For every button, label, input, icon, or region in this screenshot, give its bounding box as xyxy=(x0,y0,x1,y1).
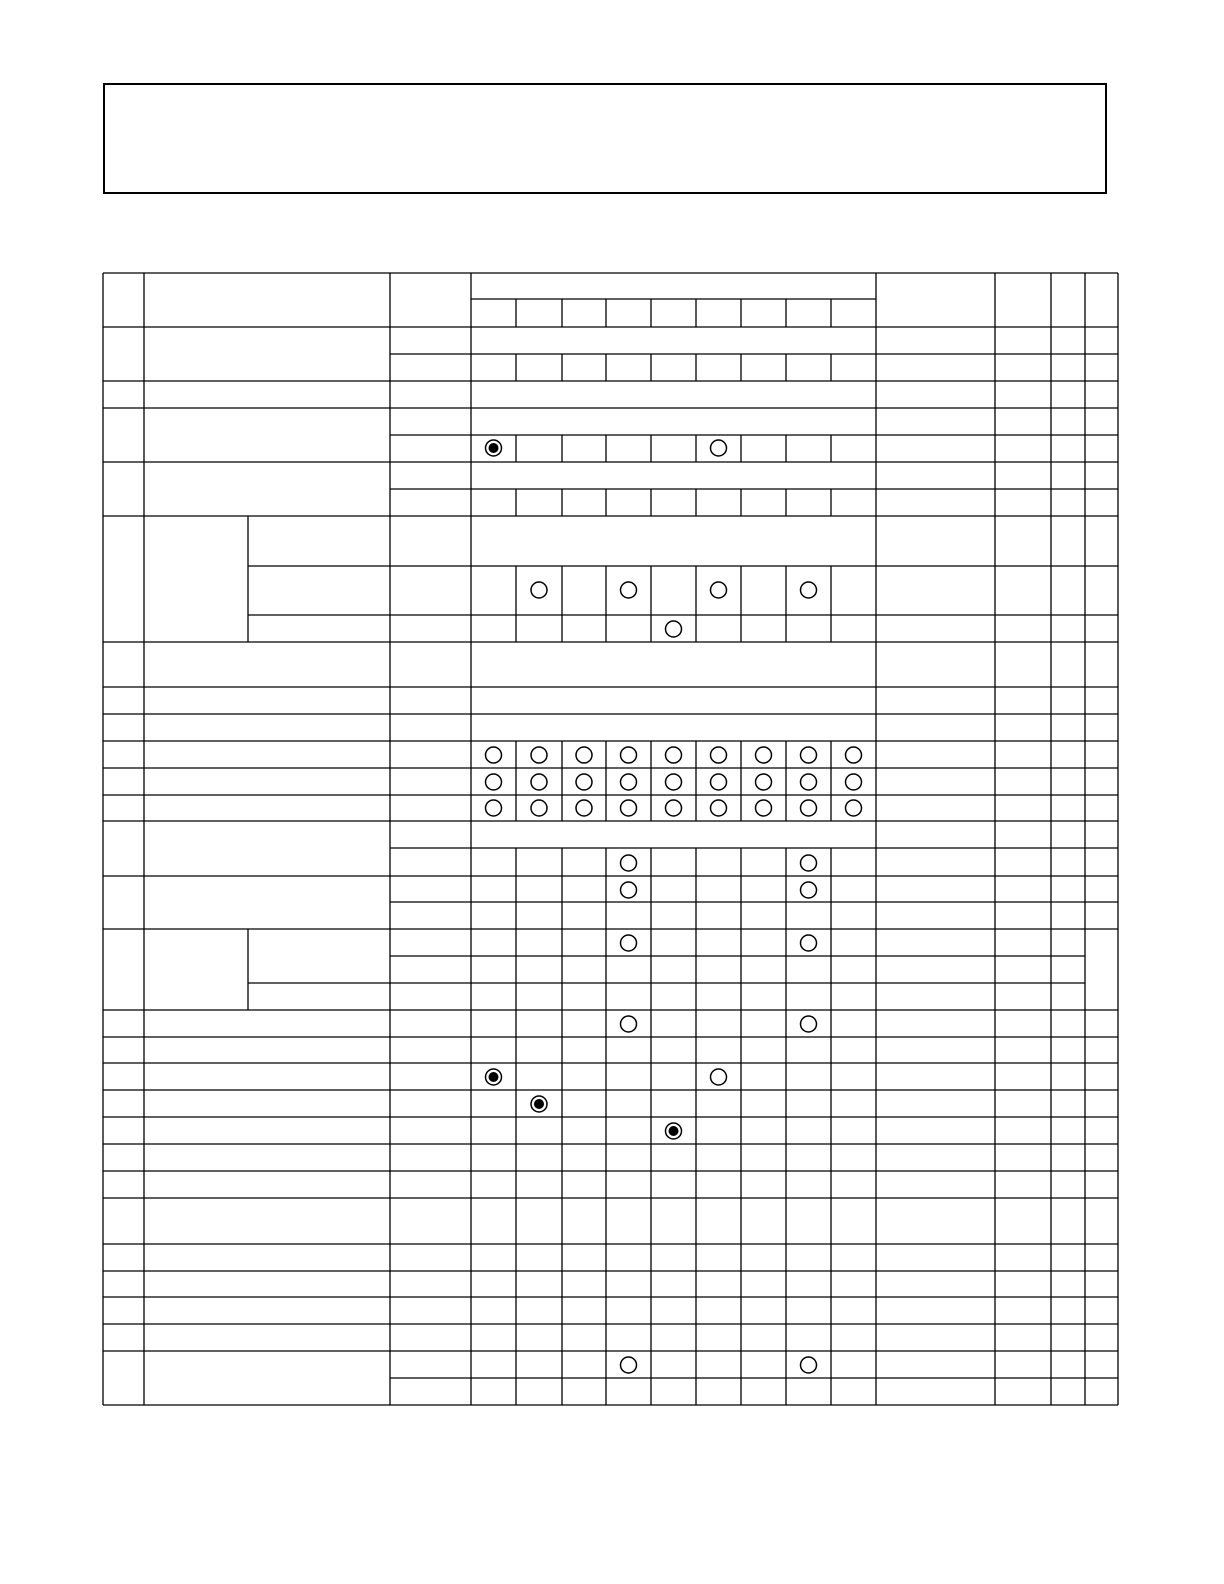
open-circle-mark-icon xyxy=(711,440,727,456)
open-circle-mark-icon xyxy=(621,855,637,871)
open-circle-mark-icon xyxy=(801,935,817,951)
open-circle-mark-icon xyxy=(801,1016,817,1032)
open-circle-mark-icon xyxy=(576,747,592,763)
open-circle-mark-icon xyxy=(801,582,817,598)
open-circle-mark-icon xyxy=(531,774,547,790)
open-circle-mark-icon xyxy=(621,774,637,790)
open-circle-mark-icon xyxy=(666,747,682,763)
open-circle-mark-icon xyxy=(486,800,502,816)
open-circle-mark-icon xyxy=(756,774,772,790)
open-circle-mark-icon xyxy=(801,747,817,763)
open-circle-mark-icon xyxy=(711,747,727,763)
open-circle-mark-icon xyxy=(621,800,637,816)
open-circle-mark-icon xyxy=(486,774,502,790)
open-circle-mark-icon xyxy=(531,747,547,763)
open-circle-mark-icon xyxy=(666,774,682,790)
open-circle-mark-icon xyxy=(576,800,592,816)
filled-circle-mark-icon xyxy=(486,440,502,456)
open-circle-mark-icon xyxy=(801,774,817,790)
open-circle-mark-icon xyxy=(486,747,502,763)
open-circle-mark-icon xyxy=(801,882,817,898)
filled-circle-mark-icon xyxy=(531,1096,547,1112)
open-circle-mark-icon xyxy=(846,800,862,816)
open-circle-mark-icon xyxy=(711,1069,727,1085)
open-circle-mark-icon xyxy=(531,582,547,598)
open-circle-mark-icon xyxy=(711,800,727,816)
filled-circle-mark-icon xyxy=(666,1123,682,1139)
open-circle-mark-icon xyxy=(666,621,682,637)
open-circle-mark-icon xyxy=(621,1016,637,1032)
open-circle-mark-icon xyxy=(711,582,727,598)
open-circle-mark-icon xyxy=(756,747,772,763)
open-circle-mark-icon xyxy=(846,774,862,790)
open-circle-mark-icon xyxy=(576,774,592,790)
open-circle-mark-icon xyxy=(666,800,682,816)
open-circle-mark-icon xyxy=(801,855,817,871)
open-circle-mark-icon xyxy=(621,1357,637,1373)
open-circle-mark-icon xyxy=(801,1357,817,1373)
open-circle-mark-icon xyxy=(621,882,637,898)
filled-circle-mark-icon xyxy=(486,1069,502,1085)
open-circle-mark-icon xyxy=(621,582,637,598)
open-circle-mark-icon xyxy=(801,800,817,816)
open-circle-mark-icon xyxy=(846,747,862,763)
open-circle-mark-icon xyxy=(711,774,727,790)
open-circle-mark-icon xyxy=(531,800,547,816)
open-circle-mark-icon xyxy=(756,800,772,816)
open-circle-mark-icon xyxy=(621,935,637,951)
open-circle-mark-icon xyxy=(621,747,637,763)
